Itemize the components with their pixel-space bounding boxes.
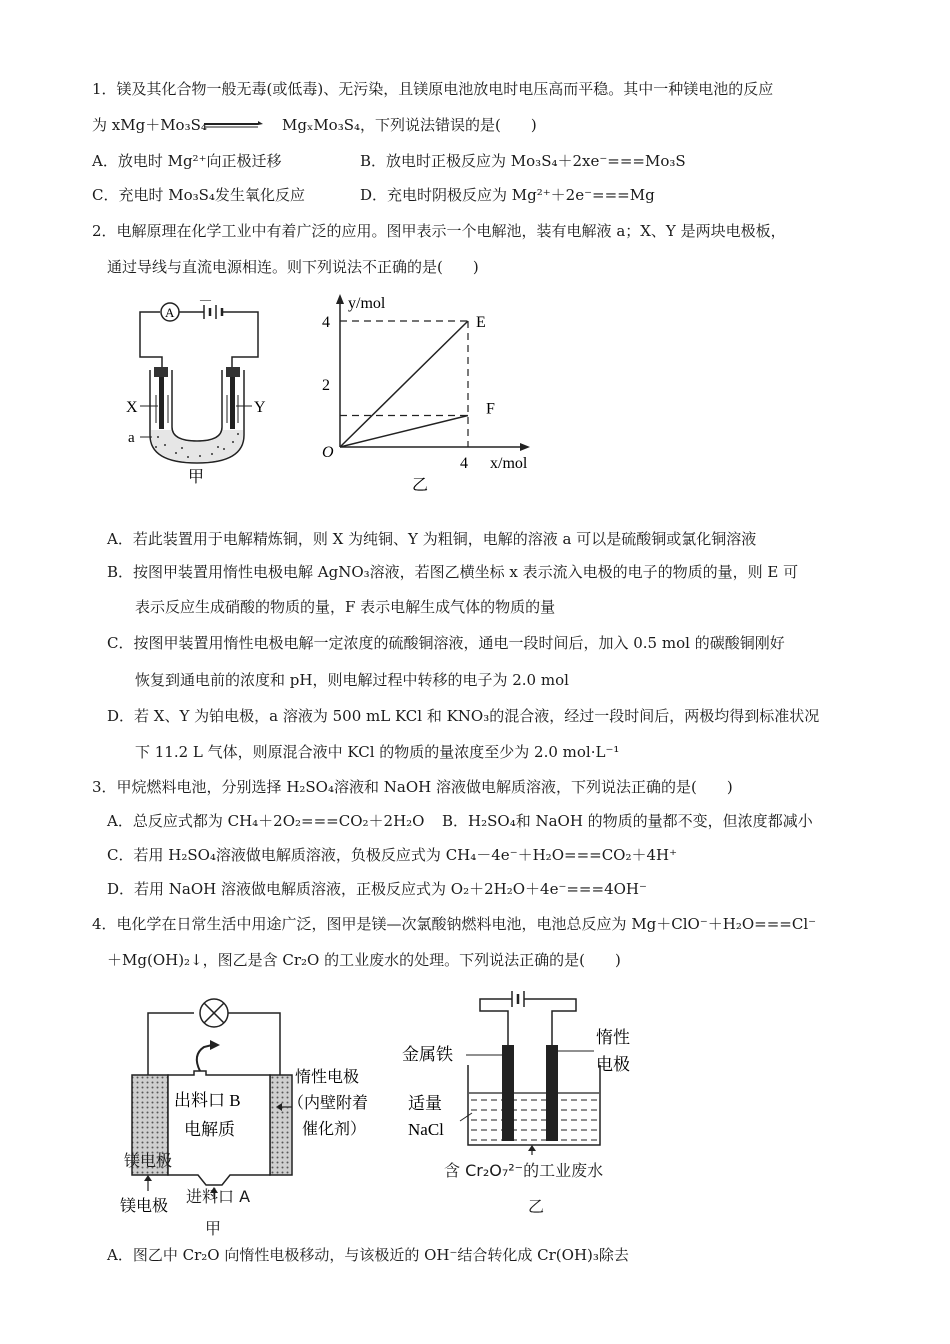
- x-tick-label: 4: [460, 455, 468, 472]
- figure-jia-fuel-cell: [110, 985, 380, 1215]
- wastewater-caption: 乙: [528, 1197, 545, 1216]
- y-axis-label: y/mol: [348, 295, 386, 312]
- graph-caption: 乙: [412, 477, 429, 494]
- svg-text:出料口 B: 出料口 B: [174, 1091, 241, 1110]
- series-label-e: E: [476, 314, 486, 331]
- fuel-cell-caption: 甲: [205, 1219, 222, 1238]
- svg-text:NaCl: NaCl: [408, 1120, 444, 1139]
- q1-option-b: B．放电时正极反应为 Mo₃S₄＋2xe⁻===Mo₃S: [360, 152, 686, 170]
- q3-option-b: B．H₂SO₄和 NaOH 的物质的量都不变，但浓度都减小: [442, 812, 813, 830]
- q1-stem-line1: 1．镁及其化合物一般无毒(或低毒)、无污染，且镁原电池放电时电压高而平稳。其中一种镁电池的反应: [92, 80, 774, 98]
- fuel-cell-mg-label: 镁电极: [124, 1151, 173, 1170]
- y-tick-label: 4: [322, 314, 330, 331]
- reversible-arrow-icon: [202, 118, 264, 132]
- svg-text:Y: Y: [254, 399, 266, 416]
- svg-text:惰性电极: 惰性电极: [295, 1069, 360, 1086]
- electrode-x: [159, 377, 164, 429]
- q4-stem-line2: ＋Mg(OH)₂↓，图乙是含 Cr₂O 的工业废水的处理。下列说法正确的是( ): [107, 951, 621, 969]
- series-line-f: [340, 416, 468, 448]
- q3-stem: 3．甲烷燃料电池，分别选择 H₂SO₄溶液和 NaOH 溶液做电解质溶液，下列说法正确的是( ): [92, 778, 733, 796]
- svg-text:电极: 电极: [596, 1055, 630, 1074]
- q1-stem-line2b: MgₓMo₃S₄，下列说法错误的是( ): [282, 116, 537, 134]
- origin-label: O: [322, 444, 334, 461]
- iron-electrode: [502, 1045, 514, 1141]
- svg-text:（内壁附着: （内壁附着: [288, 1095, 369, 1112]
- q3-option-d: D．若用 NaOH 溶液做电解质溶液，正极反应式为 O₂＋2H₂O＋4e⁻===4OH⁻: [107, 880, 647, 898]
- svg-text:甲: 甲: [188, 469, 205, 486]
- q3-option-a: A．总反应式都为 CH₄＋2O₂===CO₂＋2H₂O: [107, 812, 425, 830]
- svg-text:电解质: 电解质: [184, 1120, 235, 1139]
- q4-stem-line1: 4．电化学在日常生活中用途广泛，图甲是镁—次氯酸钠燃料电池，电池总反应为 Mg＋ClO⁻＋H₂O===Cl⁻: [92, 915, 817, 933]
- q1-option-a: A．放电时 Mg²⁺向正极迁移: [92, 152, 282, 170]
- q3-option-c: C．若用 H₂SO₄溶液做电解质溶液，负极反应式为 CH₄－4e⁻＋H₂O===CO₂＋4H⁺: [107, 846, 678, 864]
- electrode-y: [230, 377, 235, 429]
- svg-text:催化剂）: 催化剂）: [302, 1121, 367, 1138]
- q2-stem-line2: 通过导线与直流电源相连。则下列说法不正确的是( ): [107, 258, 479, 276]
- q2-option-c-line1: C．按图甲装置用惰性电极电解一定浓度的硫酸铜溶液，通电一段时间后，加入 0.5 mol 的碳酸铜刚好: [107, 634, 785, 652]
- q2-option-d-line1: D．若 X、Y 为铂电极，a 溶液为 500 mL KCl 和 KNO₃的混合液，经过一段时间后，两极均得到标准状况: [107, 707, 820, 725]
- inert-electrode: [546, 1045, 558, 1141]
- wastewater-label: 含 Cr₂O₇²⁻的工业废水: [444, 1161, 604, 1180]
- inert-electrode: [270, 1075, 292, 1175]
- series-label-f: F: [486, 400, 495, 418]
- fuel-cell-inlet-label: 进料口 A: [186, 1187, 251, 1206]
- q2-stem-line1: 2．电解原理在化学工业中有着广泛的应用。图甲表示一个电解池，装有电解液 a；X、Y 是两块电极板，: [92, 222, 786, 240]
- q4-option-a: A．图乙中 Cr₂O 向惰性电极移动，与该极近的 OH⁻结合转化成 Cr(OH)₃除去: [107, 1246, 629, 1264]
- figure-yi-line-graph: [310, 290, 555, 495]
- q2-option-b-line1: B．按图甲装置用惰性电极电解 AgNO₃溶液，若图乙横坐标 x 表示流入电极的电子的物质的量，则 E 可: [107, 563, 799, 581]
- q2-option-d-line2: 下 11.2 L 气体，则原混合液中 KCl 的物质的量浓度至少为 2.0 mol·L⁻¹: [135, 743, 620, 761]
- svg-text:镁电极: 镁电极: [120, 1198, 169, 1215]
- svg-text:—: —: [200, 295, 211, 306]
- x-axis-label: x/mol: [490, 455, 528, 472]
- y-tick-label: 2: [322, 377, 330, 394]
- svg-text:X: X: [126, 399, 138, 416]
- q2-option-c-line2: 恢复到通电前的浓度和 pH，则电解过程中转移的电子为 2.0 mol: [135, 671, 569, 689]
- series-line-e: [340, 321, 468, 447]
- svg-text:金属铁: 金属铁: [402, 1045, 453, 1064]
- svg-text:适量: 适量: [408, 1094, 442, 1113]
- figure-jia-electrolysis-cell: [120, 295, 280, 490]
- svg-text:a: a: [128, 430, 135, 446]
- q1-stem-line2a: 为 xMg＋Mo₃S₄: [92, 116, 207, 134]
- q1-option-d: D．充电时阴极反应为 Mg²⁺＋2e⁻===Mg: [360, 186, 655, 204]
- svg-text:A: A: [165, 305, 175, 320]
- svg-text:惰性: 惰性: [596, 1028, 630, 1047]
- q2-option-b-line2: 表示反应生成硝酸的物质的量，F 表示电解生成气体的物质的量: [135, 598, 556, 616]
- q1-option-c: C．充电时 Mo₃S₄发生氧化反应: [92, 186, 305, 204]
- q2-option-a: A．若此装置用于电解精炼铜，则 X 为纯铜、Y 为粗铜，电解的溶液 a 可以是硫酸铜或氯化铜溶液: [107, 530, 757, 548]
